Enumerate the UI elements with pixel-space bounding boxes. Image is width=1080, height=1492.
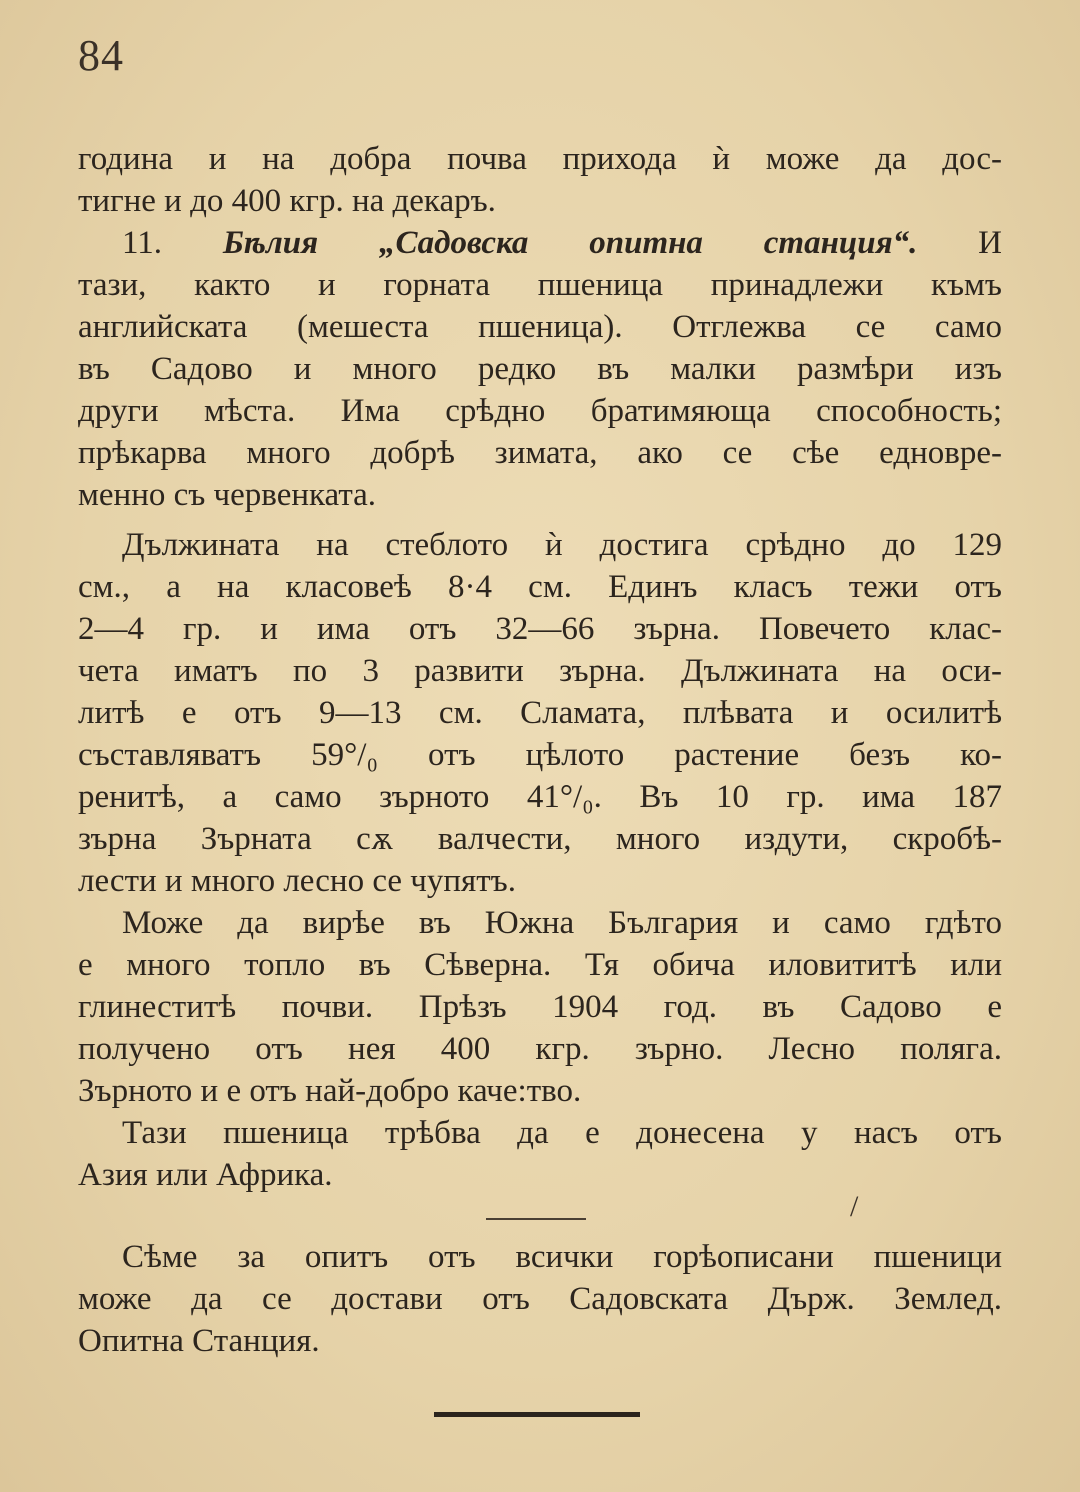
page-number: 84	[78, 31, 124, 80]
text-line: Азия или Африка.	[78, 1157, 333, 1193]
text-line: менно съ червенката.	[78, 477, 377, 513]
variety-title: Бѣлия „Садовска опитна станция“.	[222, 225, 918, 261]
stray-mark: /	[850, 1190, 859, 1223]
text-line: Зърното и е отъ най-добро каче:тво.	[78, 1073, 582, 1109]
text-line: получено отъ нея 400 кгр. зърно. Лесно поляга.	[78, 1031, 1002, 1067]
text-line: 2—4 гр. и има отъ 32—66 зърна. Повечето клас-	[78, 611, 1002, 647]
text-line: година и на добра почва прихода ѝ може да дос-	[78, 141, 1002, 177]
text-line: английската (мешеста пшеница). Отглежва се само	[78, 309, 1002, 345]
section-divider	[486, 1218, 586, 1220]
text-line: други мѣста. Има срѣдно братимяюща способность;	[78, 393, 1002, 429]
variety-number: 11.	[122, 225, 163, 261]
text-line: чета иматъ по 3 развити зърна. Дължината на оси-	[78, 653, 1002, 689]
text-line: глинеститѣ почви. Прѣзъ 1904 год. въ Садово е	[78, 989, 1002, 1025]
text-line: прѣкарва много добрѣ зимата, ако се сѣе едновре-	[78, 435, 1002, 471]
text-line: лести и много лесно се чупятъ.	[78, 863, 516, 899]
variety-heading-rest: И	[978, 225, 1003, 261]
text-line: Сѣме за опитъ отъ всички горѣописани пшеници	[122, 1239, 1002, 1275]
text-line: ренитѣ, а само зърното 41°/₀. Въ 10 гр. има 187	[78, 779, 1002, 815]
text-line: см., а на класовеѣ 8·4 см. Единъ класъ тежи отъ	[78, 569, 1002, 605]
text-line: съставляватъ 59°/₀ отъ цѣлото растение безъ ко-	[78, 737, 1002, 773]
end-rule	[434, 1412, 640, 1417]
text-line: Дължината на стеблото ѝ достига срѣдно до 129	[122, 527, 1002, 563]
text-line: тази, както и горната пшеница принадлежи къмъ	[78, 267, 1002, 303]
text-line: тигне и до 400 кгр. на декаръ.	[78, 183, 496, 219]
text-line: може да се достави отъ Садовската Държ. Землед.	[78, 1281, 1002, 1317]
text-line: въ Садово и много редко въ малки размѣри изъ	[78, 351, 1002, 387]
text-line: Може да вирѣе въ Южна България и само гдѣто	[122, 905, 1002, 941]
variety-heading-line	[122, 222, 1002, 264]
text-line: литѣ е отъ 9—13 см. Сламата, плѣвата и осилитѣ	[78, 695, 1002, 731]
text-line: Тази пшеница трѣбва да е донесена у насъ отъ	[122, 1115, 1002, 1151]
text-line: е много топло въ Сѣверна. Тя обича иловититѣ или	[78, 947, 1002, 983]
text-line: Опитна Станция.	[78, 1323, 320, 1359]
text-line: зърна Зърната сѫ валчести, много издути, скробѣ-	[78, 821, 1002, 857]
